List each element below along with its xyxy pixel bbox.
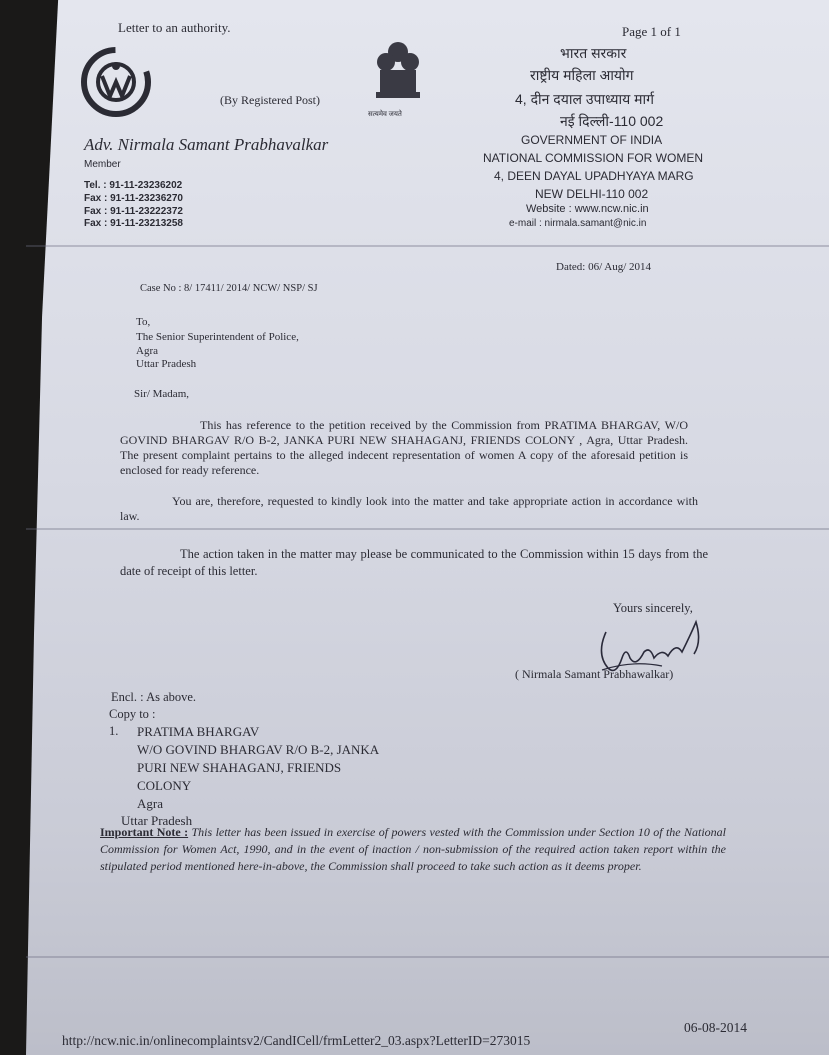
copy-to-line: PURI NEW SHAHAGANJ, FRIENDS <box>137 760 342 775</box>
ncw-logo <box>80 46 152 118</box>
paper-fold <box>26 528 829 530</box>
important-note <box>100 824 726 875</box>
recipient-line: Uttar Pradesh <box>136 358 197 370</box>
english-line-2: NATIONAL COMMISSION FOR WOMEN <box>483 151 704 165</box>
signatory-name: ( Nirmala Samant Prabhawalkar) <box>515 667 674 681</box>
sender-name: Adv. Nirmala Samant Prabhavalkar <box>84 135 329 154</box>
salutation: Sir/ Madam, <box>134 388 189 400</box>
phone-line-4: Fax : 91-11-23213258 <box>84 218 183 229</box>
copy-to-label: Copy to : <box>109 707 156 721</box>
footer-url: http://ncw.nic.in/onlinecomplaintsv2/CandICell/frmLetter2_03.aspx?LetterID=273015 <box>62 1033 531 1048</box>
recipient-line: The Senior Superintendent of Police, <box>136 331 299 343</box>
letter-date: Dated: 06/ Aug/ 2014 <box>556 261 652 273</box>
copy-to-number: 1. <box>109 724 119 738</box>
hindi-line-1: भारत सरकार <box>560 45 627 61</box>
english-line-1: GOVERNMENT OF INDIA <box>521 133 663 147</box>
english-line-3: 4, DEEN DAYAL UPADHYAYA MARG <box>494 169 694 183</box>
closing-phrase: Yours sincerely, <box>613 601 693 615</box>
case-number: Case No : 8/ 17411/ 2014/ NCW/ NSP/ SJ <box>140 283 318 294</box>
phone-line-3: Fax : 91-11-23222372 <box>84 206 183 217</box>
paper-fold <box>26 245 829 247</box>
hindi-line-2: राष्ट्रीय महिला आयोग <box>530 67 634 83</box>
copy-to-line: Agra <box>137 796 163 811</box>
copy-to-line: Uttar Pradesh <box>121 813 193 828</box>
paper-fold <box>26 956 829 958</box>
recipient-line: Agra <box>136 345 158 357</box>
copy-to-line: COLONY <box>137 778 192 793</box>
national-emblem-icon <box>372 38 424 116</box>
emblem-motto: सत्यमेव जयते <box>368 110 402 118</box>
phone-line-2: Fax : 91-11-23236270 <box>84 193 183 204</box>
footer-date: 06-08-2014 <box>684 1020 747 1035</box>
email-line: e-mail : nirmala.samant@nic.in <box>509 218 647 229</box>
body-paragraph-3: The action taken in the matter may please be communicated to the Commission within 15 days from the date of receipt of this letter. <box>120 547 708 578</box>
copy-to-line: W/O GOVIND BHARGAV R/O B-2, JANKA <box>137 742 380 757</box>
copy-to-line: PRATIMA BHARGAV <box>137 724 260 739</box>
important-note-text: This letter has been issued in exercise of powers vested with the Commission under Section 10 of the National Commission for Women Act, 1990, and in the event of inaction / non-submission of the required action taken report within the stipulated period mentioned here-in-above, the Commission shall proceed to take such action as it deems proper. <box>100 825 727 873</box>
website-line: Website : www.ncw.nic.in <box>526 203 649 215</box>
hindi-line-3: 4, दीन दयाल उपाध्याय मार्ग <box>515 91 654 107</box>
body-paragraph-1: This has reference to the petition received by the Commission from PRATIMA BHARGAV, W/O GOVIND BHARGAV R/O B-2, JANKA PURI NEW SHAHAGANJ, FRIENDS COLONY , Agra, Uttar Pradesh. The present complaint pertains to the alleged indecent representation of women A copy of the aforesaid petition is enclosed for ready reference. <box>120 418 688 477</box>
page-number: Page 1 of 1 <box>622 24 681 39</box>
enclosure-line: Encl. : As above. <box>111 690 197 704</box>
recipient-line: To, <box>136 316 151 328</box>
hindi-line-4: नई दिल्ली-110 002 <box>560 113 664 129</box>
registered-post-label: (By Registered Post) <box>220 93 320 107</box>
sender-role: Member <box>84 159 121 170</box>
phone-line-1: Tel. : 91-11-23236202 <box>84 180 183 191</box>
english-line-4: NEW DELHI-110 002 <box>535 187 649 201</box>
important-note-label: Important Note : <box>100 825 189 839</box>
letter-label: Letter to an authority. <box>118 20 231 35</box>
body-paragraph-2: You are, therefore, requested to kindly look into the matter and take appropriate action in accordance with law. <box>120 494 698 523</box>
